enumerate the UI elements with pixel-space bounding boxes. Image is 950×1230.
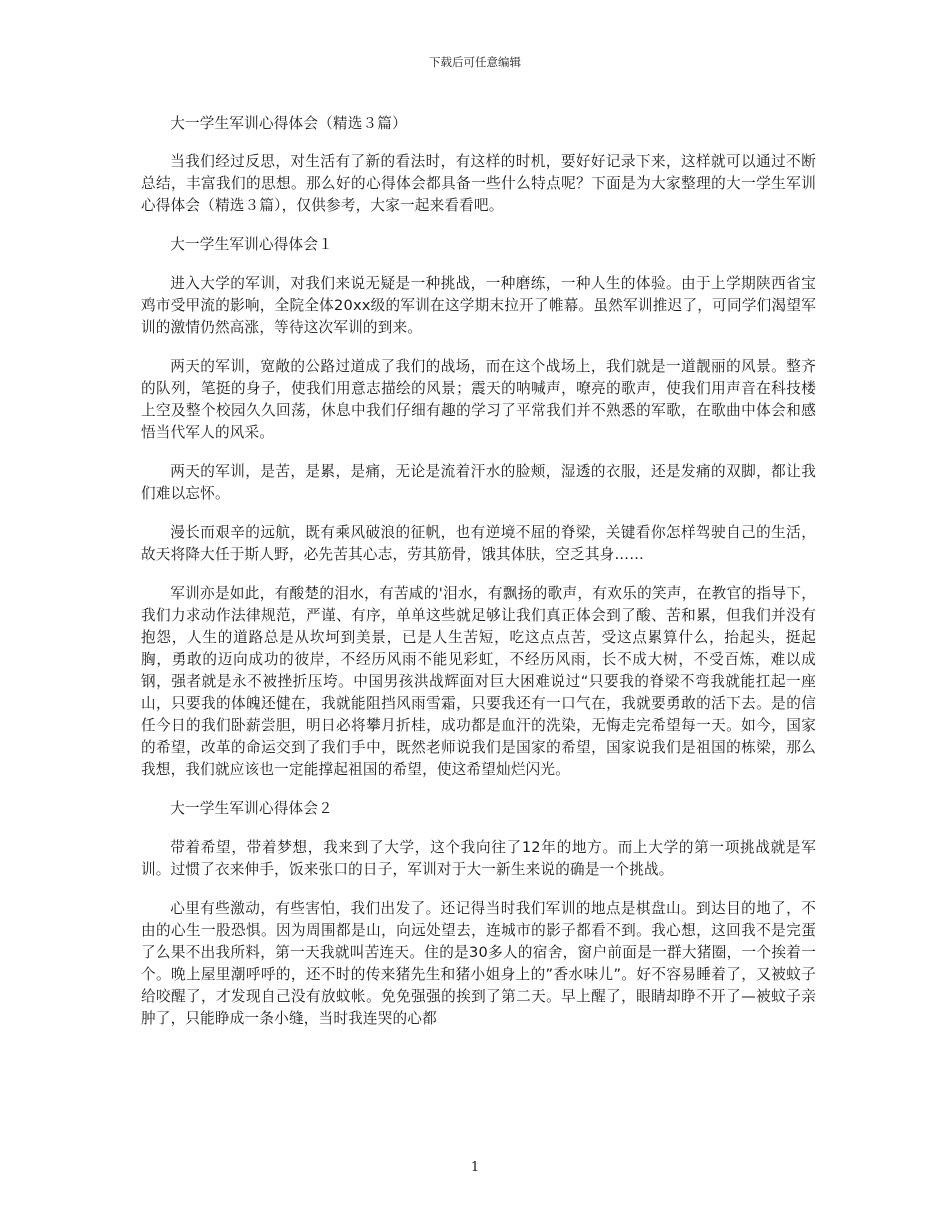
section-1-paragraph: 两天的军训，是苦，是累，是痛，无论是流着汗水的脸颊，湿透的衣服，还是发痛的双脚，都让我们难以忘怀。 xyxy=(141,463,816,502)
section-1-paragraph: 漫长而艰辛的远航，既有乘风破浪的征帆，也有逆境不屈的脊梁，关键看你怎样驾驶自己的生活，故天将降大任于斯人野，必先苦其心志，劳其筋骨，饿其体肤，空乏其身…… xyxy=(141,524,816,563)
document-body xyxy=(141,113,816,1030)
section-2-paragraph: 心里有些激动，有些害怕，我们出发了。还记得当时我们军训的地点是棋盘山。到达目的地了，不由的心生一股恐惧。因为周围都是山，向远处望去，连城市的影子都看不到。我心想，这回我不是完蛋了么果不出我所料，第一天我就叫苦连天。住的是30多人的宿舍，窗户前面是一群大猪圈，一个挨着一个。晚上屋里潮呼呼的，还不时的传来猪先生和猪小姐身上的”香水味儿”。好不容易睡着了，又被蚊子给咬醒了，才发现自己没有放蚊帐。免免强强的挨到了第二天。早上醒了，眼睛却睁不开了—被蚊子亲肿了，只能睁成一条小缝，当时我连哭的心都 xyxy=(141,900,816,1027)
page-number: 1 xyxy=(470,1160,480,1175)
section-1-paragraph: 军训亦是如此，有酸楚的泪水，有苦咸的'泪水，有飘扬的歌声，有欢乐的笑声，在教官的指导下，我们力求动作法律规范，严谨、有序，单单这些就足够让我们真正体会到了酸、苦和累，但我们并没有抱怨，人生的道路总是从坎坷到美景，已是人生苦短，吃这点点苦，受这点累算什么，抬起头，挺起胸，勇敢的迈向成功的彼岸，不经历风雨不能见彩虹，不经历风雨，长不成大树，不受百炼，难以成钢，强者就是永不被挫折压垮。中国男孩洪战辉面对巨大困难说过“只要我的脊梁不弯我就能扛起一座山，只要我的体魄还健在，我就能阻挡风雨雪霜，只要我还有一口气在，我就要勇敢的活下去。是的信任今日的我们卧薪尝胆，明日必将攀月折桂，成功都是血汗的洗染，无悔走完希望每一天。如今，国家的希望，改革的命运交到了我们手中，既然老师说我们是国家的希望，国家说我们是祖国的栋梁，那么我想，我们就应该也一定能撑起祖国的希望，使这希望灿烂闪光。 xyxy=(141,585,816,778)
section-2-paragraph: 带着希望，带着梦想，我来到了大学，这个我向往了12年的地方。而上大学的第一项挑战就是军训。过惯了衣来伸手，饭来张口的日子，军训对于大一新生来说的确是一个挑战。 xyxy=(141,839,816,878)
intro-paragraph: 当我们经过反思，对生活有了新的看法时，有这样的时机，要好好记录下来，这样就可以通过不断总结，丰富我们的思想。那么好的心得体会都具备一些什么特点呢？下面是为大家整理的大一学生军训心得体会（精选３篇），仅供参考，大家一起来看看吧。 xyxy=(141,153,816,214)
page-header: 下载后可任意编辑 xyxy=(429,55,521,69)
section-1-paragraph: 进入大学的军训，对我们来说无疑是一种挑战，一种磨练，一种人生的体验。由于上学期陕西省宝鸡市受甲流的影响，全院全体20xx级的军训在这学期末拉开了帷幕。虽然军训推迟了，可同学们渴望军训的激情仍然高涨，等待这次军训的到来。 xyxy=(141,275,816,336)
section-1-paragraph: 两天的军训，宽敞的公路过道成了我们的战场，而在这个战场上，我们就是一道靓丽的风景。整齐的队列，笔挺的身子，使我们用意志描绘的风景；震天的呐喊声，嘹亮的歌声，使我们用声音在科技楼上空及整个校园久久回荡，休息中我们仔细有趣的学习了平常我们并不熟悉的军歌，在歌曲中体会和感悟当代军人的风采。 xyxy=(141,358,816,441)
document-title: 大一学生军训心得体会（精选３篇） xyxy=(170,115,407,132)
section-1-heading: 大一学生军训心得体会１ xyxy=(170,236,333,253)
section-2-heading: 大一学生军训心得体会２ xyxy=(170,800,333,817)
